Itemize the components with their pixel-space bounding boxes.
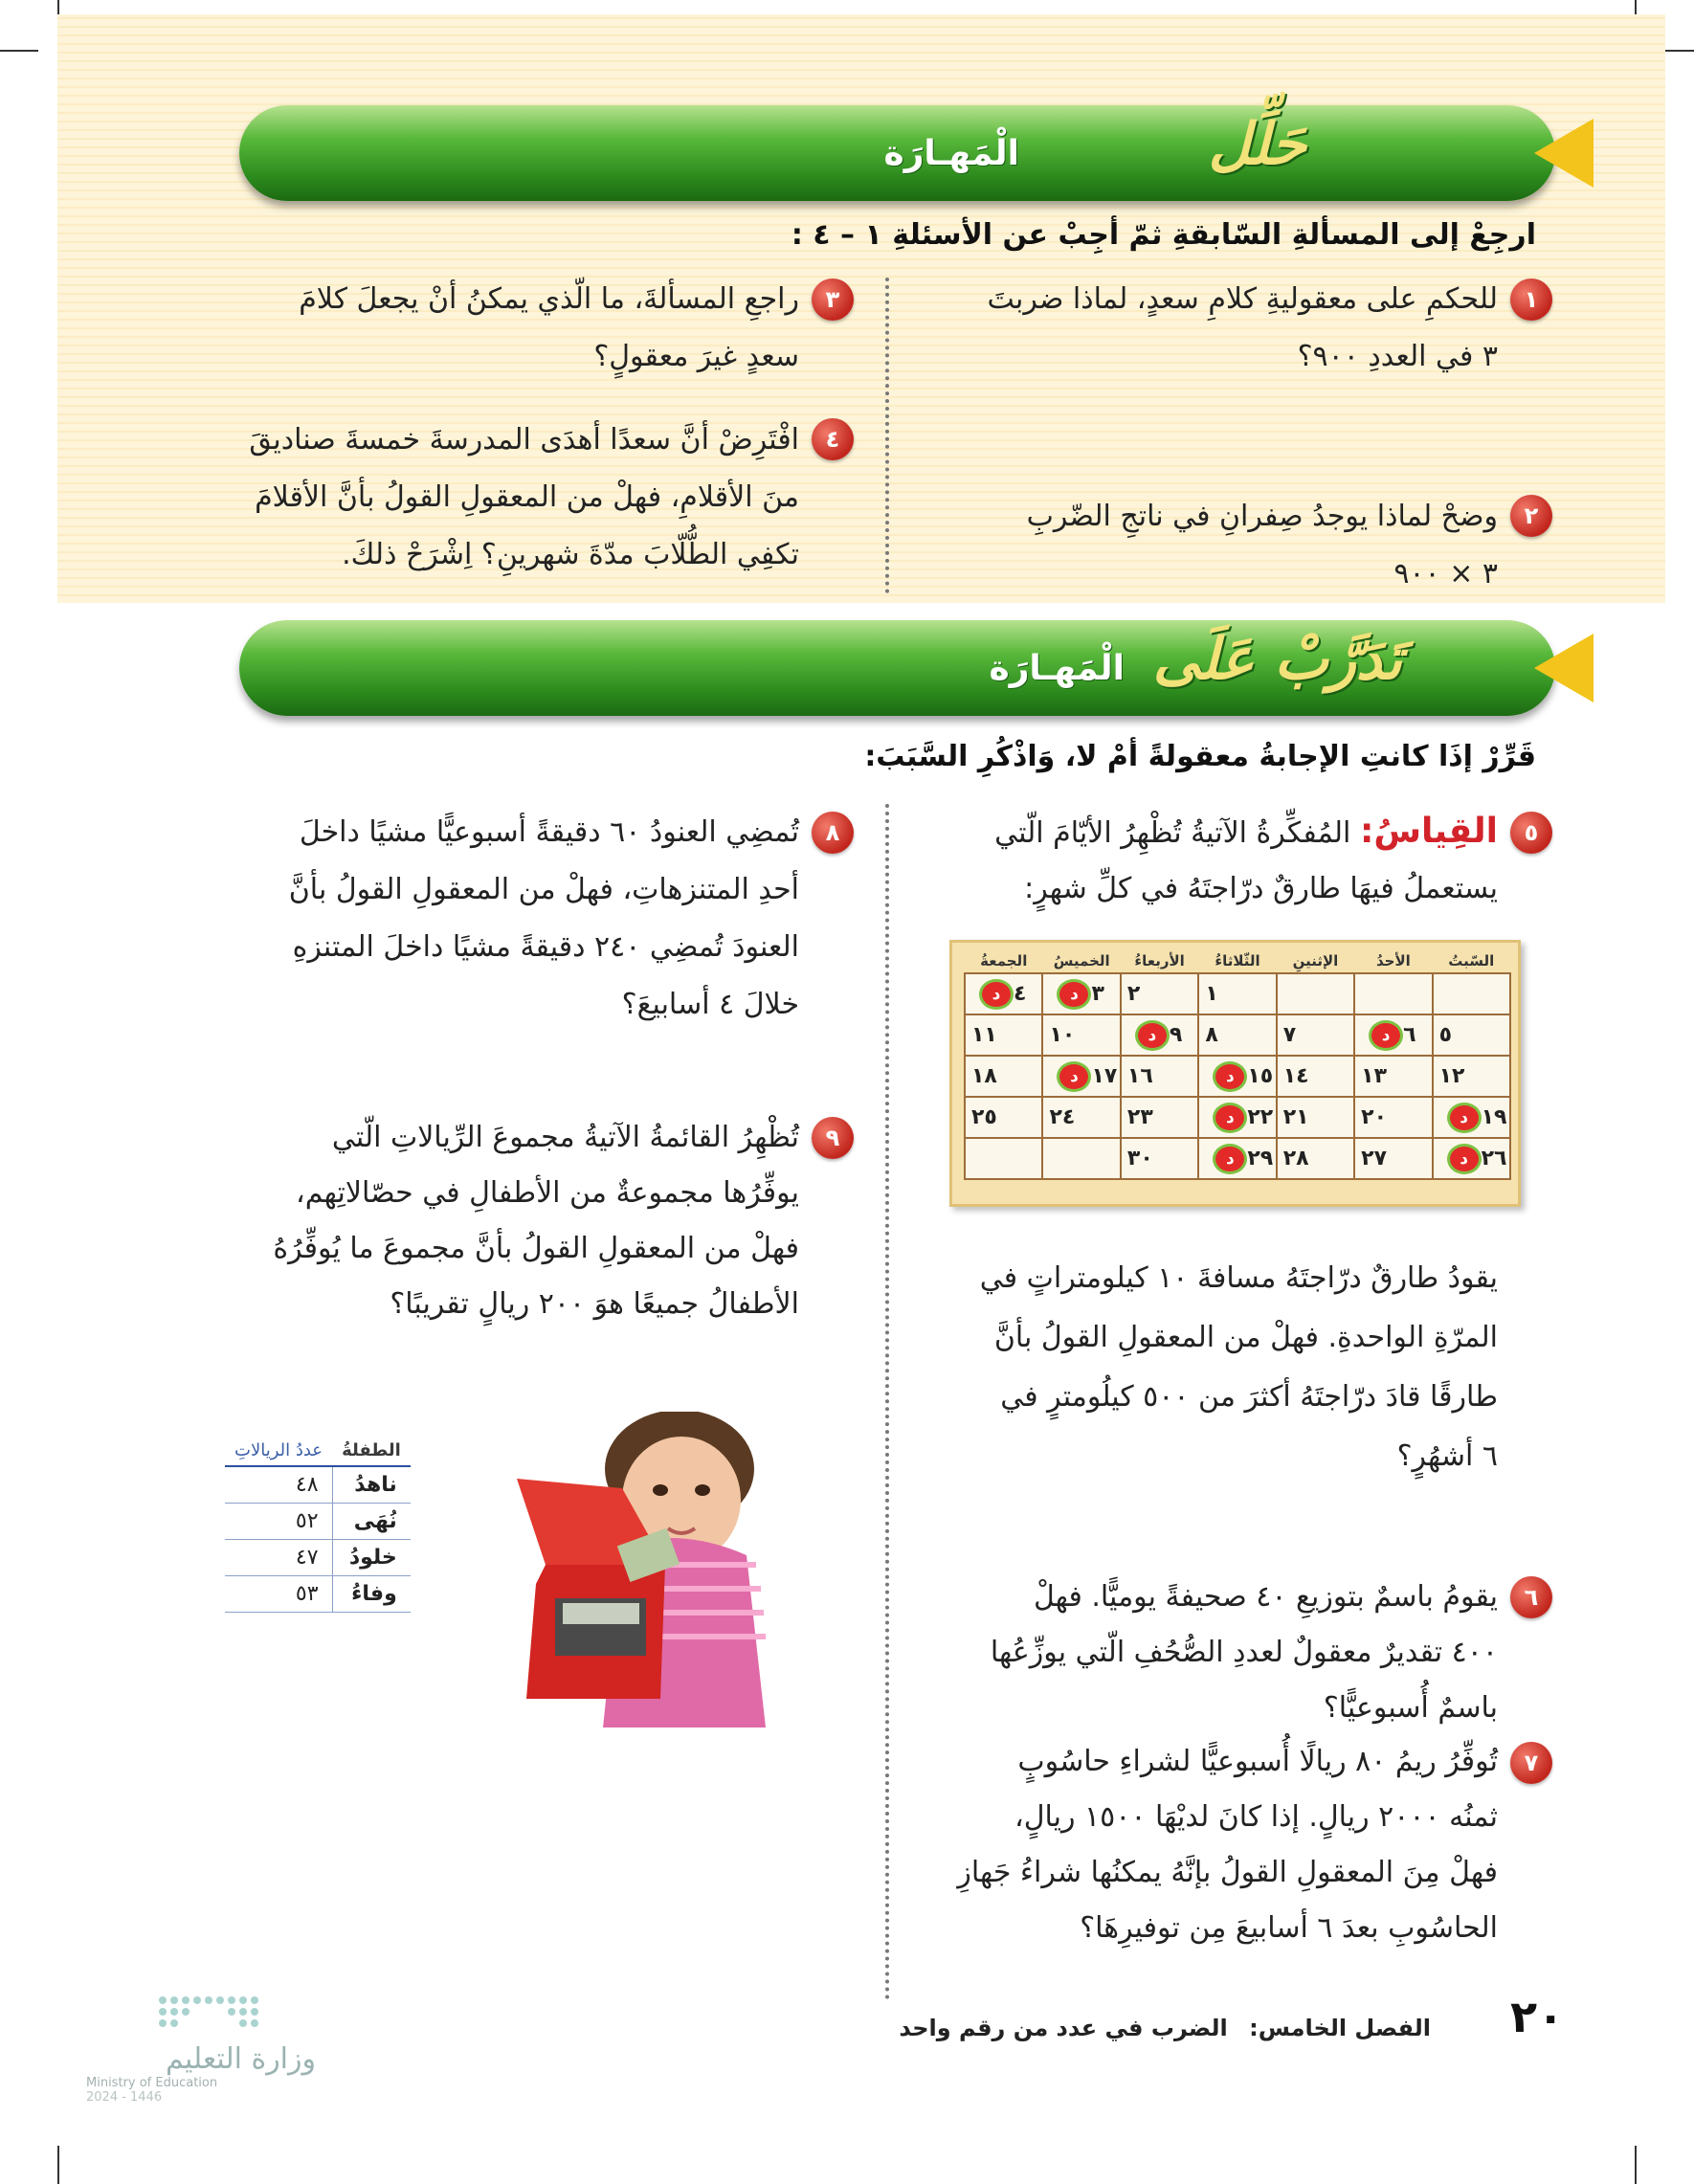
question-3-text: [234, 271, 799, 386]
calendar-day-cell: [1042, 1056, 1120, 1097]
calendar-date: ٢٤: [1049, 1105, 1076, 1129]
calendar-day-cell: [1042, 973, 1120, 1014]
crop-mark: [57, 2146, 59, 2184]
riyal-count: ٥٢: [225, 1503, 332, 1539]
calendar-day-cell: [965, 1097, 1042, 1138]
calendar-day-cell: [1042, 1138, 1120, 1179]
calendar-date: ٦: [1403, 1022, 1416, 1047]
table-row: [225, 1503, 411, 1539]
text-line: ٦ أشهُرٍ؟: [1396, 1439, 1498, 1473]
page-number: ٢٠: [1510, 1991, 1565, 2042]
calendar-day-cell: [1354, 1056, 1432, 1097]
calendar-day-cell: [1198, 1014, 1276, 1056]
calendar-day-cell: [1354, 1138, 1432, 1179]
bike-day-mark-icon: د: [1135, 1020, 1170, 1051]
calendar-day-cell: [965, 1014, 1042, 1056]
crop-mark: [0, 50, 38, 52]
question-number-9: ٩: [812, 1117, 854, 1159]
table-header: عددُ الريالاتِ: [225, 1436, 332, 1466]
banner-arrow-icon: [1534, 119, 1594, 188]
ministry-name-english: Ministry of Education: [86, 2076, 218, 2090]
text-line: باسمٌ أُسبوعيًّا؟: [1323, 1691, 1498, 1725]
text-line: خلالَ ٤ أسابيعَ؟: [621, 988, 799, 1021]
calendar-day-cell: [1198, 1097, 1276, 1138]
calendar-date: ١٣: [1361, 1064, 1388, 1088]
column-separator: [885, 804, 889, 2000]
calendar-date: ٢٢: [1247, 1104, 1274, 1129]
practice-instruction: قَرِّرْ إذَا كانتِ الإجابةُ معقولةً أمْ لا، وَاذْكُرِ السَّبَبَ:: [864, 740, 1536, 773]
calendar-date: ٧: [1282, 1023, 1297, 1047]
calendar-day-header: الأحدُ: [1375, 951, 1411, 969]
text-line: تُظْهِرُ القائمةُ الآتيةُ مجموعَ الرِّيالاتِ الّتي: [331, 1121, 799, 1154]
question-number-4: ٤: [812, 418, 854, 460]
calendar-day-header: الخميسُ: [1053, 951, 1110, 969]
calendar-day-cell: [1042, 1097, 1120, 1138]
calendar-day-cell: [1121, 1097, 1198, 1138]
bike-day-mark-icon: د: [1213, 1103, 1247, 1133]
text-line: طارقًا قادَ درّاجتَهُ أكثرَ من ٥٠٠ كيلُومترٍ في: [1000, 1380, 1498, 1414]
child-name: خلودُ: [332, 1539, 411, 1575]
chapter-title: الضرب في عدد من رقم واحد: [899, 2015, 1228, 2041]
calendar-day-cell: [1433, 1097, 1510, 1138]
bike-day-mark-icon: د: [1213, 1144, 1247, 1174]
calendar-day-cell: [1433, 1138, 1510, 1179]
chapter-footer: [899, 2015, 1431, 2041]
calendar-day-header: الأربعاءُ: [1134, 951, 1185, 969]
calendar-date: ٢١: [1282, 1105, 1309, 1129]
crop-mark: [1635, 2146, 1637, 2184]
question-number-6: ٦: [1510, 1576, 1552, 1618]
calendar-week-row: [965, 1138, 1510, 1179]
calendar-day-cell: [1277, 1097, 1354, 1138]
calendar-date: ١٩: [1481, 1104, 1507, 1129]
calendar-date: ٣: [1091, 981, 1104, 1006]
text-line: العنودَ تُمضِي ٢٤٠ دقيقةً مشيًا داخلَ المتنزهِ: [292, 930, 799, 964]
text-line: فهلْ من المعقولِ القولُ بأنَّ مجموعَ ما يُوفِّرُهُ: [273, 1232, 799, 1265]
calendar-day-cell: [1354, 973, 1432, 1014]
calendar-day-cell: [1433, 1056, 1510, 1097]
analyze-skill-banner: [239, 105, 1555, 201]
calendar-date: ١: [1205, 982, 1218, 1006]
chapter-label: الفصل الخامس:: [1249, 2015, 1431, 2041]
calendar-week-row: [965, 973, 1510, 1014]
text-line: يوفِّرُها مجموعةٌ من الأطفالِ في حصّالاتِهم،: [296, 1176, 799, 1210]
calendar-date: ٨: [1205, 1023, 1218, 1047]
calendar-date: ٢٧: [1361, 1147, 1388, 1170]
text-line: تكفِي الطُّلّابَ مدّةَ شهرينِ؟ اِشْرَحْ ذلكَ.: [342, 538, 799, 571]
calendar-day-header: الجمعةُ: [980, 951, 1028, 969]
calendar-day-cell: [1354, 1097, 1432, 1138]
calendar-date: ٢٥: [971, 1105, 997, 1129]
calendar-date: ١٢: [1438, 1064, 1465, 1088]
column-separator: [885, 278, 889, 593]
calendar-date: ١٠: [1049, 1023, 1076, 1047]
text-line: ثمنُه ٢٠٠٠ ريالٍ. إذا كانَ لديْهَا ١٥٠٠ ريالٍ،: [1014, 1800, 1498, 1834]
question-number-2: ٢: [1510, 495, 1552, 537]
calendar-day-cell: [965, 1056, 1042, 1097]
child-name: وفاءُ: [332, 1575, 411, 1612]
calendar-date: ٣٠: [1126, 1147, 1153, 1170]
girl-with-money-box-photo: [507, 1412, 833, 1727]
calendar-date: ١١: [971, 1023, 997, 1047]
calendar-day-cell: [1354, 1014, 1432, 1056]
banner-arrow-icon: [1534, 634, 1594, 702]
question-5-body: [914, 1249, 1498, 1486]
text-line: المرّةِ الواحدةِ. فهلْ من المعقولِ القولُ بأنَّ: [993, 1321, 1498, 1354]
calendar-date: ٤: [1014, 981, 1027, 1006]
text-line: يستعملُ فيهَا طارقٌ درّاجتَهُ في كلِّ شهرٍ:: [1024, 872, 1498, 905]
calendar-day-cell: [1277, 1014, 1354, 1056]
calendar-date: ٢٦: [1481, 1146, 1507, 1170]
calendar-day-cell: [1277, 1056, 1354, 1097]
table-row: [225, 1575, 411, 1612]
table-header: الطفلةُ: [332, 1436, 411, 1466]
calendar-day-cell: [1042, 1014, 1120, 1056]
child-name: ناهدُ: [332, 1466, 411, 1503]
text-line: الأطفالُ جميعًا هوَ ٢٠٠ ريالٍ تقريبًا؟: [390, 1287, 799, 1321]
question-4-text: [234, 412, 799, 584]
riyal-count: ٥٣: [225, 1575, 332, 1612]
bike-day-mark-icon: د: [1447, 1144, 1482, 1174]
text-line: راجعِ المسألةَ، ما الّذي يمكنُ أنْ يجعلَ كلامَ: [299, 282, 799, 316]
question-number-5: ٥: [1510, 812, 1552, 854]
calendar-table: [964, 948, 1511, 1180]
practice-skill-banner: [239, 620, 1555, 716]
banner-title-main: حَلِّل: [1208, 111, 1306, 178]
text-line: سعدٍ غيرَ معقولٍ؟: [593, 340, 799, 373]
text-line: تُوفِّرُ ريمُ ٨٠ ريالًا أُسبوعيًّا لشراءِ حاسُوبٍ: [1017, 1745, 1498, 1778]
question-9-text: [234, 1110, 799, 1332]
text-line: ٣ × ٩٠٠: [1393, 557, 1498, 591]
text-line: أحدِ المتنزهاتِ، فهلْ من المعقولِ القولُ بأنَّ: [288, 873, 799, 906]
calendar-day-cell: [965, 1138, 1042, 1179]
banner-title-main: تَدَرَّبْ عَلَى: [1152, 626, 1402, 693]
question-5-intro: [914, 804, 1498, 917]
calendar-day-cell: [965, 973, 1042, 1014]
bike-day-mark-icon: د: [1369, 1020, 1403, 1051]
calendar-date: ١٤: [1282, 1064, 1309, 1088]
question-number-3: ٣: [812, 279, 854, 321]
ministry-dots-icon: [86, 1991, 316, 2039]
calendar-date: ٢٩: [1247, 1146, 1274, 1170]
text-line: وضحْ لماذا يوجدُ صِفرانِ في ناتجِ الضّربِ: [1026, 500, 1498, 533]
bike-day-mark-icon: د: [1057, 979, 1091, 1010]
ministry-logo: [86, 1991, 316, 2105]
banner-title-sub: الْمَهـارَة: [883, 134, 1019, 173]
text-line: يقودُ طارقٌ درّاجتَهُ مسافةَ ١٠ كيلومتراتٍ في: [979, 1261, 1498, 1295]
ministry-name-arabic: وزارة التعليم: [165, 2042, 316, 2076]
table-row: [225, 1539, 411, 1575]
calendar-day-header: الإثنينِ: [1292, 951, 1339, 969]
question-8-text: [234, 804, 799, 1034]
calendar-date: ٢٣: [1126, 1105, 1153, 1129]
text-line: منَ الأقلامِ، فهلْ من المعقولِ القولُ بأنَّ الأقلامَ: [255, 480, 799, 514]
child-name: نُهَى: [332, 1503, 411, 1539]
question-2-text: [914, 488, 1498, 603]
bike-calendar: [949, 940, 1521, 1207]
calendar-day-cell: [1198, 1138, 1276, 1179]
calendar-date: ٩: [1169, 1022, 1183, 1047]
bike-day-mark-icon: د: [1057, 1061, 1091, 1092]
calendar-day-cell: [1433, 1014, 1510, 1056]
calendar-day-cell: [1121, 973, 1198, 1014]
calendar-day-cell: [1277, 1138, 1354, 1179]
calendar-week-row: [965, 1097, 1510, 1138]
text-line: ٤٠٠ تقديرٌ معقولٌ لعددِ الصُّحُفِ الّتي يوزِّعُها: [990, 1636, 1498, 1669]
text-line: للحكمِ على معقوليةِ كلامِ سعدٍ، لماذا ضربتَ: [987, 282, 1498, 316]
calendar-date: ٢٨: [1282, 1147, 1309, 1170]
calendar-day-header: السّبتُ: [1448, 951, 1495, 969]
text-line: المُفكِّرةُ الآتيةُ تُظْهِرُ الأيّامَ الّتي: [994, 816, 1351, 850]
calendar-day-cell: [1198, 973, 1276, 1014]
banner-title-sub: الْمَهـارَة: [989, 649, 1125, 688]
calendar-date: ٢٠: [1361, 1105, 1388, 1129]
calendar-week-row: [965, 1056, 1510, 1097]
ministry-year: 2024 - 1446: [86, 2090, 163, 2105]
bike-day-mark-icon: د: [979, 979, 1014, 1010]
analyze-instruction: ارجِعْ إلى المسألةِ السّابقةِ ثمّ أجِبْ عن الأسئلةِ ١ – ٤ :: [791, 218, 1536, 252]
question-6-text: [914, 1570, 1498, 1736]
calendar-day-cell: [1121, 1056, 1198, 1097]
text-line: تُمضِي العنودُ ٦٠ دقيقةً أسبوعيًّا مشيًا داخلَ: [299, 815, 799, 849]
measurement-label: القِياسُ:: [1359, 812, 1498, 851]
calendar-day-cell: [1121, 1138, 1198, 1179]
calendar-day-cell: [1198, 1056, 1276, 1097]
calendar-week-row: [965, 1014, 1510, 1056]
calendar-date: ١٦: [1126, 1064, 1153, 1088]
question-number-8: ٨: [812, 812, 854, 854]
question-7-text: [914, 1734, 1498, 1956]
text-line: ٣ في العددِ ٩٠٠؟: [1297, 340, 1498, 373]
calendar-date: ١٨: [971, 1064, 997, 1088]
riyal-count: ٤٨: [225, 1466, 332, 1503]
calendar-date: ٥: [1438, 1023, 1453, 1047]
question-number-1: ١: [1510, 279, 1552, 321]
bike-day-mark-icon: د: [1213, 1061, 1247, 1092]
text-line: الحاسُوبِ بعدَ ٦ أسابيعَ مِن توفيرِهَا؟: [1080, 1911, 1498, 1945]
calendar-day-cell: [1433, 973, 1510, 1014]
text-line: يقومُ باسمٌ بتوزيعِ ٤٠ صحيفةً يوميًّا. فهلْ: [1033, 1580, 1498, 1614]
calendar-day-cell: [1277, 973, 1354, 1014]
calendar-day-header: الثّلاثاءُ: [1215, 951, 1260, 969]
table-row: [225, 1466, 411, 1503]
question-number-7: ٧: [1510, 1742, 1552, 1784]
savings-table: [225, 1436, 411, 1613]
text-line: فهلْ مِنَ المعقولِ القولُ بإنَّهُ يمكنُها شراءُ جَهازِ: [957, 1856, 1498, 1889]
calendar-date: ١٧: [1091, 1063, 1118, 1088]
calendar-date: ١٥: [1247, 1063, 1274, 1088]
riyal-count: ٤٧: [225, 1539, 332, 1575]
calendar-date: ٢: [1126, 982, 1141, 1006]
question-1-text: [914, 271, 1498, 386]
text-line: افْتَرِضْ أنَّ سعدًا أهدَى المدرسةَ خمسةَ صناديقَ: [249, 423, 799, 457]
calendar-day-cell: [1121, 1014, 1198, 1056]
bike-day-mark-icon: د: [1447, 1103, 1482, 1133]
